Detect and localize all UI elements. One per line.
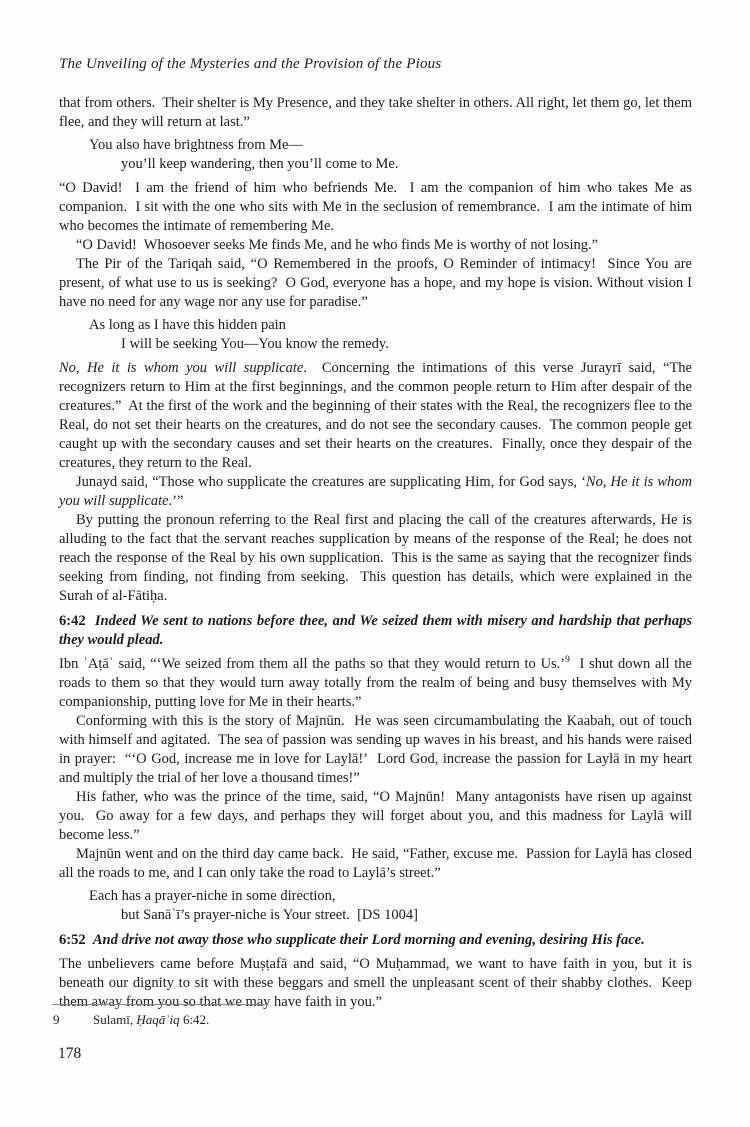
verse: [59, 316, 692, 354]
paragraph: [59, 845, 692, 883]
text-run: No, He it is whom you will supplicate: [59, 360, 304, 376]
text-run: You also have brightness from Me—: [89, 137, 303, 153]
paragraph: [59, 655, 692, 712]
text-run: As long as I have this hidden pain: [89, 317, 286, 333]
text-run: .’”: [168, 493, 184, 509]
text-run: “O David! Whosoever seeks Me finds Me, and he who finds Me is worthy of not losing.”: [76, 237, 599, 253]
verse: [59, 887, 692, 925]
verse-line: [89, 136, 692, 155]
text-run: Sulamī,: [93, 1012, 137, 1027]
paragraph: [59, 255, 692, 312]
text-run: The Pir of the Tariqah said, “O Remembered in the proofs, O Reminder of intimacy! Since You are present, of what use to us is seeking? O God, everyone has a hope, and my hope is vision. Without vision I have no need for any wage nor any use for paradise.”: [59, 256, 692, 310]
text-run: 6:42.: [179, 1012, 210, 1027]
paragraph: [59, 359, 692, 473]
verse-heading: [59, 931, 692, 950]
text-run: I will be seeking You—You know the remedy.: [121, 336, 389, 352]
footnote: [53, 1011, 673, 1028]
paragraph: [59, 473, 692, 511]
verse-line: [89, 887, 692, 906]
running-head: The Unveiling of the Mysteries and the Provision of the Pious: [59, 56, 442, 72]
paragraph: [59, 94, 692, 132]
page-content: [59, 94, 692, 1012]
text-run: that from others. Their shelter is My Presence, and they take shelter in others. All right, let them go, let them flee, and they will return at last.”: [59, 95, 692, 130]
verse-line: [89, 316, 692, 335]
verse-line: [121, 155, 692, 174]
text-run: Indeed We sent to nations before thee, and We seized them with misery and hardship that perhaps they would plead.: [59, 613, 692, 648]
page-number: 178: [58, 1045, 82, 1062]
verse-line: [121, 906, 692, 925]
paragraph: [59, 511, 692, 606]
text-run: 6:52: [59, 932, 93, 948]
paragraph: [59, 712, 692, 788]
text-run: “O David! I am the friend of him who befriends Me. I am the companion of him who takes Me as companion. I sit with the one who sits with Me in the seclusion of remembrance. I am the intimate of him who becomes the intimate of remembering Me.: [59, 180, 692, 234]
text-run: No, He it is whom you will supplicate: [59, 474, 693, 509]
text-run: By putting the pronoun referring to the Real first and placing the call of the creatures afterwards, He is alluding to the fact that the servant reaches supplication by means of the response of the Real; he does not reach the response of the Real by his own supplication. This is the same as saying that the recognizer finds seeking from finding, not finding from seeking. This question has details, which were explained in the Surah of al-Fātiḥa.: [59, 512, 692, 604]
text-run: but Sanāʾī’s prayer-niche is Your street. [DS 1004]: [121, 907, 418, 923]
text-run: The unbelievers came before Muṣṭafā and said, “O Muḥammad, we want to have faith in you, but it is beneath our dignity to sit with these beggars and smell the unpleasant scent of their shabby clothes. Keep them away from you so that we may have faith in you.”: [59, 956, 692, 1010]
footnote-separator: [52, 1004, 267, 1005]
text-run: Ḥaqāʾiq: [136, 1012, 180, 1027]
verse-line: [121, 335, 692, 354]
text-run: Conforming with this is the story of Majnūn. He was seen circumambulating the Kaabah, out of touch with himself and agitated. The sea of passion was sending up waves in his breast, and his hands were raised in prayer: “‘O God, increase me in love for Laylā!’ Lord God, increase the passion for Laylā in my heart and multiply the trial of her love a thousand times!”: [59, 713, 692, 786]
text-run: . Concerning the intimations of this verse Jurayrī said, “The recognizers return to Him at the first beginnings, and the common people return to Him after despair of the creatures.” At the first of the work and the beginning of their states with the Real, the recognizers flee to the Real, do not set their hearts on the creatures, and do not see the secondary causes. The common people get caught up with the secondary causes and set their hearts on the creatures. Finally, once they despair of the creatures, they return to the Real.: [59, 360, 692, 471]
footnote-number: 9: [53, 1012, 60, 1027]
text-run: Majnūn went and on the third day came back. He said, “Father, excuse me. Passion for Laylā has closed all the roads to me, and I can only take the road to Laylā’s street.”: [59, 846, 692, 881]
text-run: Junayd said, “Those who supplicate the creatures are supplicating Him, for God says, ‘: [76, 474, 586, 490]
verse: [59, 136, 692, 174]
paragraph: [59, 179, 692, 236]
text-run: Ibn ʿAṭāʾ said, “‘We seized from them all the paths so that they would return to Us.’: [59, 656, 566, 672]
footnote-reference: 9: [565, 655, 570, 666]
text-run: you’ll keep wandering, then you’ll come to Me.: [121, 156, 399, 172]
paragraph: [59, 788, 692, 845]
verse-heading: [59, 612, 692, 650]
text-run: 6:42: [59, 613, 95, 629]
text-run: And drive not away those who supplicate their Lord morning and evening, desiring His face.: [92, 932, 645, 948]
text-run: I shut down all the roads to them so that they would turn away totally from the realm of being and busy themselves with My companionship, putting love for Me in their hearts.”: [59, 656, 692, 710]
text-run: Each has a prayer-niche in some direction,: [89, 888, 336, 904]
footnote-text: [93, 1012, 209, 1027]
paragraph: [59, 236, 692, 255]
text-run: His father, who was the prince of the time, said, “O Majnūn! Many antagonists have risen up against you. Go away for a few days, and perhaps they will forget about you, and this madness for Laylā will become less.”: [59, 789, 692, 843]
